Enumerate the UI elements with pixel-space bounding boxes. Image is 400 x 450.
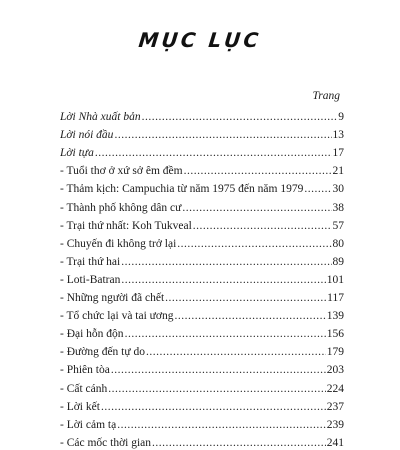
toc-entry-title: - Lời kết: [60, 400, 100, 413]
dot-leader: [146, 346, 326, 359]
toc-entry-title: Lời tựa: [60, 147, 94, 160]
page-column-header: Trang: [312, 90, 340, 102]
toc-entry: [60, 233, 344, 251]
toc-entry-page-number: 179: [326, 346, 344, 359]
dot-leader: [121, 256, 331, 269]
dot-leader: [101, 401, 326, 414]
toc-entry: [60, 251, 344, 269]
toc-entry-title: - Các mốc thời gian: [60, 436, 152, 449]
toc-entry-title: - Chuyến đi không trở lại: [60, 237, 177, 250]
dot-leader: [142, 111, 338, 124]
page-title: MỤC LỤC: [137, 28, 263, 52]
toc-entry: [60, 414, 344, 432]
toc-entry-title: - Thảm kịch: Campuchia từ năm 1975 đến năm 1979: [60, 183, 304, 196]
toc-entry: [60, 377, 344, 395]
toc-entry-title: - Loti-Batran: [60, 273, 121, 286]
toc-entry-title: - Trại thứ hai: [60, 255, 121, 268]
dot-leader: [193, 220, 332, 233]
toc-entry-page-number: 101: [326, 273, 344, 286]
toc-entry-page-number: 9: [338, 111, 344, 124]
toc-entry: [60, 178, 344, 196]
dot-leader: [304, 183, 331, 196]
dot-leader: [121, 274, 325, 287]
toc-entry-page-number: 224: [326, 382, 344, 395]
toc-entry: [60, 396, 344, 414]
toc-entry: [60, 269, 344, 287]
toc-entry-title: - Những người đã chết: [60, 292, 165, 305]
toc-entry: [60, 106, 344, 124]
toc-entry: [60, 341, 344, 359]
toc-entry-title: Lời Nhà xuất bản: [60, 111, 141, 124]
toc-entry: [60, 432, 344, 450]
dot-leader: [175, 310, 326, 323]
toc-entry-title: - Đường đến tự do: [60, 346, 145, 359]
toc-entry-page-number: 38: [332, 201, 344, 214]
toc-entry-title: - Lời cảm tạ: [60, 418, 117, 431]
toc-entry-page-number: 89: [332, 255, 344, 268]
toc-entry-title: Lời nói đầu: [60, 129, 114, 142]
toc-entry: [60, 215, 344, 233]
toc-entry-title: - Tổ chức lại và tai ương: [60, 310, 174, 323]
toc-entry: [60, 160, 344, 178]
dot-leader: [108, 383, 325, 396]
toc-entry: [60, 287, 344, 305]
dot-leader: [184, 165, 332, 178]
dot-leader: [182, 202, 331, 215]
toc-entry-page-number: 17: [332, 147, 344, 160]
toc-entry-page-number: 21: [332, 165, 344, 178]
toc-entry-title: - Thành phố không dân cư: [60, 201, 182, 214]
table-of-contents: [60, 106, 344, 450]
dot-leader: [177, 238, 331, 251]
toc-entry: [60, 323, 344, 341]
dot-leader: [117, 419, 326, 432]
toc-entry: [60, 305, 344, 323]
dot-leader: [125, 328, 326, 341]
dot-leader: [152, 437, 326, 450]
toc-entry-title: - Đại hỗn độn: [60, 328, 124, 341]
toc-entry-page-number: 139: [326, 310, 344, 323]
toc-entry: [60, 142, 344, 160]
toc-entry-page-number: 203: [326, 364, 344, 377]
toc-entry: [60, 196, 344, 214]
toc-entry-page-number: 117: [327, 292, 344, 305]
toc-entry-page-number: 156: [326, 328, 344, 341]
toc-entry-page-number: 57: [332, 219, 344, 232]
dot-leader: [114, 129, 331, 142]
toc-entry-title: - Tuổi thơ ở xứ sở êm đềm: [60, 165, 183, 178]
toc-entry-page-number: 241: [326, 436, 344, 449]
toc-entry-page-number: 239: [326, 418, 344, 431]
toc-entry: [60, 124, 344, 142]
toc-entry-page-number: 30: [332, 183, 344, 196]
toc-entry-page-number: 13: [332, 129, 344, 142]
dot-leader: [111, 364, 326, 377]
toc-entry: [60, 359, 344, 377]
dot-leader: [95, 147, 332, 160]
toc-entry-title: - Phiên tòa: [60, 364, 110, 377]
dot-leader: [165, 292, 326, 305]
toc-entry-title: - Trại thứ nhất: Koh Tukveal: [60, 219, 192, 232]
toc-entry-page-number: 80: [332, 237, 344, 250]
toc-entry-title: - Cất cánh: [60, 382, 108, 395]
toc-entry-page-number: 237: [326, 400, 344, 413]
